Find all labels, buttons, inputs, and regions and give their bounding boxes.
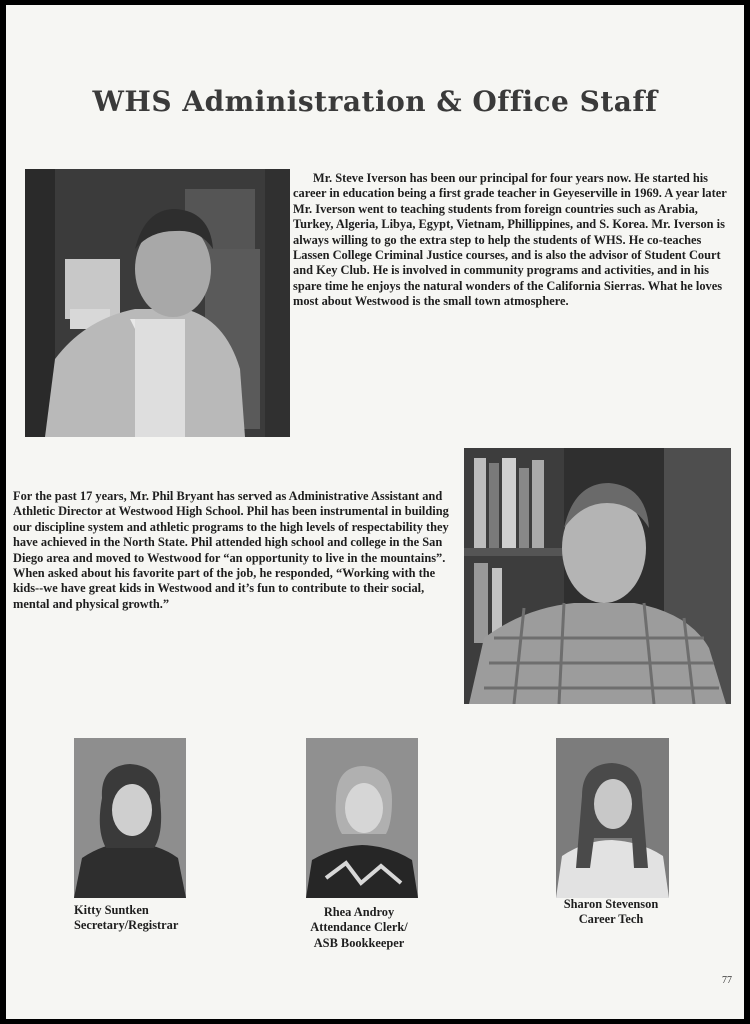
staff-caption-rhea	[274, 905, 444, 951]
principal-bio: Mr. Steve Iverson has been our principal for four years now. He started his career in education being a first grade teacher in Geyeserville in 1969. A year later Mr. Iverson went to teaching students from foreign countries such as Arabia, Turkey, Algeria, Libya, Egypt, Vietnam, Phillippines, and S. Korea. Mr. Iverson is always willing to go the extra step to help the students of WHS. He co-teaches Lassen College Criminal Justice courses, and is also the advisor of Student Court and Key Club. He is involved in community programs and activities, and in his spare time he enjoys the natural wonders of the California Sierras. What he loves most about Westwood is the small town atmosphere.	[293, 171, 727, 309]
staff-caption-sharon	[536, 897, 686, 928]
assistant-photo	[464, 448, 731, 704]
yearbook-page	[6, 5, 744, 1019]
staff-name: Sharon Stevenson	[563, 897, 659, 911]
staff-caption-kitty	[74, 903, 234, 934]
staff-photo-sharon	[556, 738, 669, 898]
staff-role: ASB Bookkeeper	[313, 935, 405, 950]
page-number: 77	[722, 975, 732, 986]
staff-photo-rhea	[306, 738, 418, 898]
page-title: WHS Administration & Office Staff	[92, 85, 658, 118]
assistant-bio: For the past 17 years, Mr. Phil Bryant has served as Administrative Assistant and Athletic Director at Westwood High School. Phil has been instrumental in building our discipline system and athletic programs to the high levels of respectability they have achieved in the North State. Phil attended high school and college in the San Diego area and moved to Westwood for “an opportunity to live in the mountains”. When asked about his favorite part of the job, he responded, “Working with the kids--we have great kids in Westwood and it’s fun to contribute to their social, mental and physical growth.”	[13, 489, 449, 611]
staff-photo-kitty	[74, 738, 186, 898]
principal-photo	[25, 169, 290, 437]
staff-name: Rhea Androy	[323, 905, 395, 919]
staff-role: Attendance Clerk/	[310, 920, 408, 935]
staff-name: Kitty Suntken	[74, 903, 149, 917]
staff-role: Secretary/Registrar	[74, 918, 179, 933]
staff-role: Career Tech	[578, 912, 644, 927]
